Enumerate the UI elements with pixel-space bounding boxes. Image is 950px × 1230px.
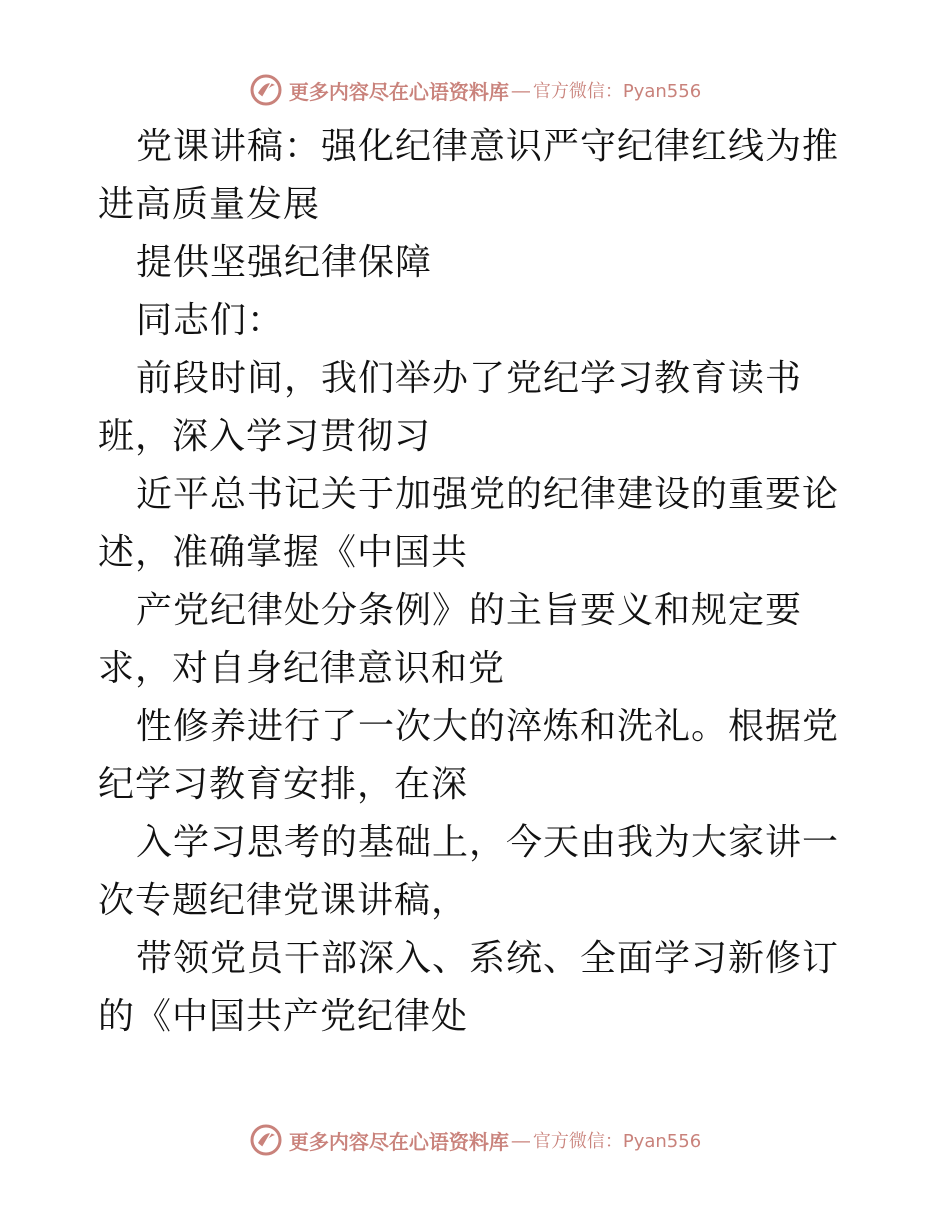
watermark-separator: —	[510, 1128, 531, 1152]
seal-logo-icon	[249, 73, 283, 107]
paragraph: 入学习思考的基础上，今天由我为大家讲一次专题纪律党课讲稿，	[98, 822, 840, 921]
watermark-site-text: 更多内容尽在心语资料库	[288, 79, 509, 104]
watermark-wechat-label: 官方微信：Pyan556	[532, 81, 702, 102]
paragraph: 带领党员干部深入、系统、全面学习新修订的《中国共产党纪律处	[98, 938, 840, 1037]
paragraph: 产党纪律处分条例》的主旨要义和规定要求，对自身纪律意识和党	[98, 590, 803, 689]
paragraph: 前段时间，我们举办了党纪学习教育读书班，深入学习贯彻习	[98, 358, 803, 457]
paragraph-subtitle: 提供坚强纪律保障	[136, 242, 433, 283]
paragraph-salutation: 同志们：	[136, 300, 285, 341]
seal-logo-icon	[249, 1123, 283, 1157]
footer-watermark-banner	[0, 1120, 950, 1160]
document-body	[98, 118, 858, 1046]
paragraph: 近平总书记关于加强党的纪律建设的重要论述，准确掌握《中国共	[98, 474, 840, 573]
watermark-wechat-label: 官方微信：Pyan556	[532, 1131, 702, 1152]
watermark-site-text: 更多内容尽在心语资料库	[288, 1129, 509, 1154]
paragraph: 性修养进行了一次大的淬炼和洗礼。根据党纪学习教育安排，在深	[98, 706, 840, 805]
watermark-separator: —	[510, 78, 531, 102]
header-watermark-banner	[0, 70, 950, 110]
paragraph-title: 党课讲稿：强化纪律意识严守纪律红线为推进高质量发展	[98, 126, 840, 225]
